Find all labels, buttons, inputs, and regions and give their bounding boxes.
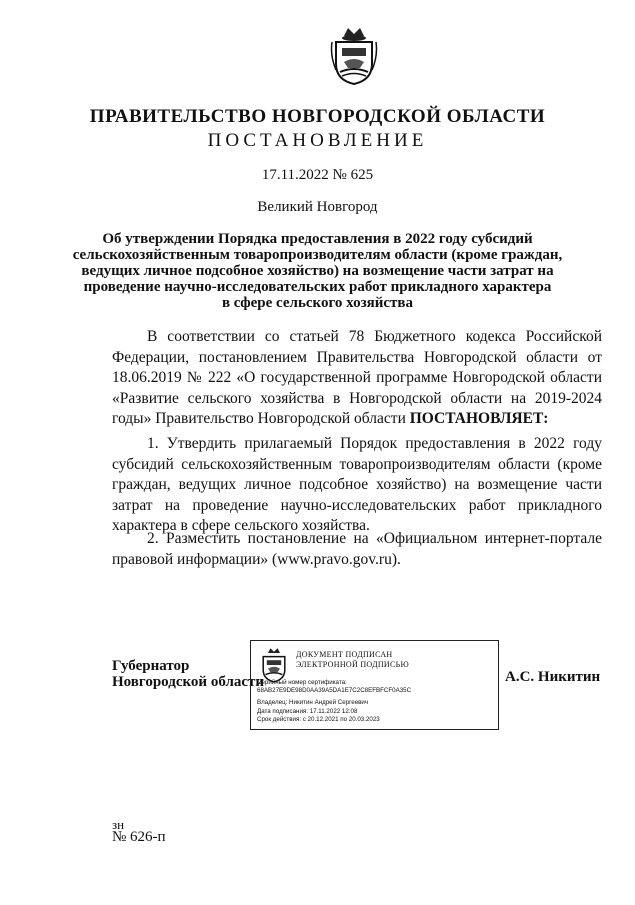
serial-label: Серийный номер сертификата:: [257, 679, 347, 686]
resolves-word: ПОСТАНОВЛЯЕТ:: [409, 410, 549, 427]
stamp-heading: ЭЛЕКТРОННОЙ ПОДПИСЬЮ: [296, 660, 410, 669]
author-initials: зн: [112, 817, 125, 832]
subject-line: сельскохозяйственным товаропроизводителям области (кроме граждан,: [72, 247, 563, 263]
clause-1: [112, 434, 602, 537]
signatory-position: [112, 658, 264, 690]
subject-line: в сфере сельского хозяйства: [221, 295, 414, 311]
coat-of-arms-icon: [259, 647, 289, 683]
clause-2: [112, 529, 602, 570]
certificate-validity: Срок действия: с 20.12.2021 по 20.03.2023: [257, 716, 380, 723]
stamp-heading: ДОКУМЕНТ ПОДПИСАН: [296, 650, 393, 659]
position-line: Губернатор: [112, 658, 190, 674]
coat-of-arms-icon: [330, 26, 378, 86]
subject-line: проведение научно-исследовательских работ прикладного характера: [83, 279, 552, 295]
preamble-paragraph: [112, 327, 602, 430]
subject-line: Об утверждении Порядка предоставления в 2022 году субсидий: [102, 231, 533, 247]
clause-2-text: 2. Разместить постановление на «Официальном интернет-портале правовой информации» (www.pravo.gov.ru).: [112, 530, 602, 568]
reference-number: № 626-п: [112, 829, 166, 845]
document-type: ПОСТАНОВЛЕНИЕ: [207, 130, 428, 151]
signing-date: Дата подписания: 17.11.2022 12:08: [257, 708, 358, 715]
decree-subject: [0, 231, 635, 311]
position-line: Новгородской области: [112, 674, 265, 690]
clause-1-text: 1. Утвердить прилагаемый Порядок предоставления в 2022 году субсидий сельскохозяйственным товаропроизводителям области (кроме граждан, ведущих личное подсобное хозяйство) на возмещение части затрат на проведение научно-исследовательских работ прикладного характера в сфере сельского хозяйства.: [112, 435, 602, 534]
certificate-serial: 68AB27E9DE98D0AA39A5DA1E7C2C8EFBFCF0A35C: [257, 687, 412, 694]
electronic-signature-stamp: [250, 640, 499, 730]
city-name: Великий Новгород: [257, 199, 378, 215]
subject-line: ведущих личное подсобное хозяйство) на возмещение части затрат на: [81, 263, 554, 279]
decree-date-number: 17.11.2022 № 625: [261, 167, 374, 183]
signatory-name: А.С. Никитин: [505, 669, 601, 685]
government-title: ПРАВИТЕЛЬСТВО НОВГОРОДСКОЙ ОБЛАСТИ: [89, 106, 546, 127]
certificate-owner: Владелец: Никитин Андрей Сергеевич: [257, 699, 369, 706]
preamble-text: В соответствии со статьей 78 Бюджетного кодекса Российской Федерации, постановлением Правительства Новгородской области от 18.06.2019 № 222 «О государственной программе Новгородской области «Развитие сельского хозяйства в Новгородской области на 2019-2024 годы» Правительство Новгородской области: [112, 328, 602, 427]
